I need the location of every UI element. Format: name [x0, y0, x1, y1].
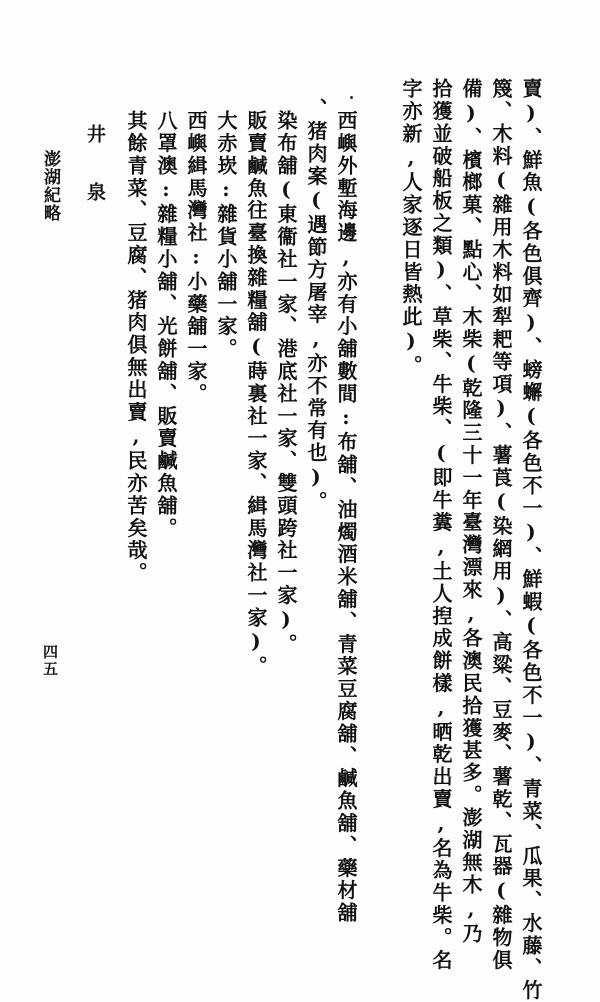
body-column-10: 大赤崁:雜貨小舖一家。	[214, 110, 238, 361]
body-column-5: 字亦新,人家逐日皆熱此)。	[399, 78, 423, 378]
ink-dot	[350, 96, 353, 99]
body-column-9: 販賣鹹魚往臺換雜糧舖(蒔裏社一家、緝馬灣社一家)。	[244, 110, 268, 678]
body-column-11: 西嶼緝馬灣社:小藥舖一家。	[184, 110, 208, 406]
body-column-7: 、猪肉案(遇節方屠宰,亦不常有也)。	[304, 98, 328, 514]
body-column-8: 染布舖(東衞社一家、港底社一家、雙頭跨社一家)。	[274, 110, 298, 656]
page-number: 四五	[41, 644, 59, 678]
body-column-3: 備)、檳榔菓、點心、木柴(乾隆三十一年臺灣漂來,各澳民拾獲甚多。澎湖無木,乃	[459, 78, 483, 946]
body-column-2: 篾、木料(雜用木料如犁耙等項)、薯莨(染網用)、高粱、豆麥、薯乾、瓦器(雜物俱	[489, 78, 513, 972]
body-column-4: 拾獲並破船板之類)、草柴、牛柴、(即牛糞,土人揑成餅樣,晒乾出賣,名為牛柴。名	[429, 78, 453, 972]
body-column-12: 八罩澳:雜糧小舖、光餅舖、販賣鹹魚舖。	[154, 110, 178, 540]
body-column-1: 賣)、鮮魚(各色俱齊)、螃蠏(各色不一)、鮮蝦(各色不一)、青菜、瓜果、水藤、竹	[519, 78, 543, 1002]
section-heading: 井 泉	[84, 124, 106, 211]
body-column-6: 西嶼外塹海邊,亦有小舖數間:布舖、油燭酒米舖、青菜豆腐舖、鹹魚舖、藥材舖	[334, 110, 358, 925]
body-column-13: 其餘青菜、豆腐、猪肉俱無出賣,民亦苦矣哉。	[124, 110, 148, 585]
running-title: 澎湖紀略	[40, 150, 60, 222]
